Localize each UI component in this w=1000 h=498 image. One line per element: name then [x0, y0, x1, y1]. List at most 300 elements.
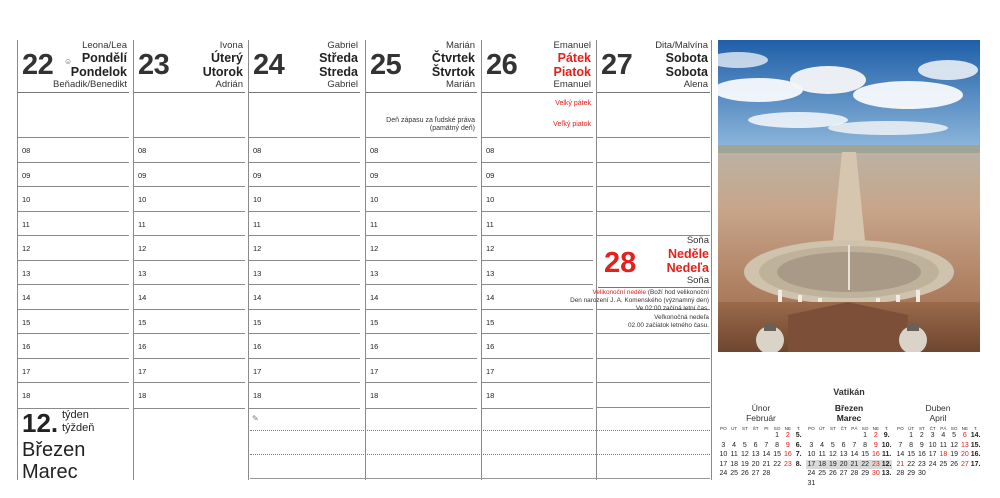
hour-slot[interactable] — [249, 333, 360, 359]
day-cell: 12 — [740, 451, 749, 458]
hour-label: 18 — [138, 391, 147, 400]
note-line — [250, 430, 710, 431]
hour-slot[interactable] — [18, 235, 129, 261]
hour-label: 11 — [22, 219, 30, 229]
week-number: 13. — [881, 470, 892, 477]
day-cell: 22 — [861, 460, 870, 468]
hour-slot[interactable] — [134, 309, 245, 335]
day-header — [18, 40, 129, 92]
holiday-note: Veľkonočná nedeľa — [654, 314, 709, 321]
mini-calendar-week — [718, 460, 804, 470]
hour-label: 10 — [22, 195, 31, 204]
note-area[interactable] — [366, 92, 477, 138]
holiday-note: Velký pátek — [555, 100, 591, 107]
day-cell — [895, 431, 906, 441]
day-cell: 13 — [839, 451, 848, 458]
day-cell: 15 — [907, 451, 916, 458]
note-area[interactable] — [597, 92, 710, 138]
hour-label: 15 — [486, 317, 495, 327]
day-cell: 3 — [809, 441, 814, 449]
mini-calendar-week — [718, 431, 804, 441]
day-cell — [729, 431, 740, 441]
mini-calendar-week — [806, 460, 892, 470]
hour-slot[interactable] — [482, 162, 593, 188]
writing-line[interactable] — [597, 382, 710, 408]
photo-caption: Vatikán — [833, 387, 865, 397]
day-number: 22 — [22, 49, 54, 81]
hour-slot[interactable] — [249, 358, 360, 384]
week-number: 8. — [795, 460, 802, 468]
day-cell: 1 — [863, 432, 868, 439]
day-cell: 24 — [928, 460, 937, 468]
weekday-cz: Pátek — [557, 51, 591, 65]
week-word-sk: týždeň — [62, 422, 95, 434]
hour-slot[interactable] — [134, 333, 245, 359]
nameday-sk: Alena — [683, 79, 708, 90]
mini-calendar-days — [806, 431, 892, 488]
day-cell: 16 — [871, 451, 880, 458]
hour-label: 08 — [370, 146, 379, 155]
day-cell — [817, 431, 828, 441]
day-cell: 20 — [751, 460, 760, 468]
hour-label: 17 — [22, 366, 31, 376]
day-cell — [949, 469, 960, 479]
weekday-sk: Sobota — [665, 65, 708, 79]
week-label — [18, 404, 246, 483]
week-word-cz: týden — [62, 409, 89, 421]
day-cell: 16 — [917, 451, 926, 458]
hour-label: 11 — [486, 219, 494, 229]
day-cell: 2 — [785, 432, 790, 439]
note-area[interactable] — [249, 92, 360, 138]
holiday-note — [592, 289, 709, 297]
day-number: 23 — [138, 49, 170, 81]
holiday-note: Veľký piatok — [553, 121, 591, 128]
mini-calendar-days — [895, 431, 981, 479]
writing-line[interactable] — [597, 186, 710, 212]
hour-slot[interactable] — [482, 186, 593, 212]
day-header — [366, 40, 477, 92]
mini-calendar-april — [895, 404, 981, 479]
day-cell — [783, 469, 794, 479]
hour-label: 10 — [253, 195, 262, 204]
nameday-cz: Gabriel — [327, 40, 358, 51]
mini-calendar-week — [718, 441, 804, 451]
weekday-abbr: NE — [784, 426, 792, 431]
hour-slot[interactable] — [366, 358, 477, 384]
day-cell: 8 — [909, 441, 914, 449]
hour-label: 18 — [370, 391, 379, 400]
hour-label: 15 — [138, 317, 147, 327]
hour-slot[interactable] — [482, 333, 593, 359]
day-cell: 11 — [818, 451, 826, 458]
weekday-abbr: ŠT — [752, 426, 759, 431]
day-cell: 1 — [775, 432, 780, 439]
day-cell: 26 — [740, 470, 749, 477]
month-name-cz: Březen — [22, 439, 86, 461]
hour-slot[interactable] — [249, 284, 360, 310]
writing-line[interactable] — [597, 137, 710, 163]
writing-line[interactable] — [597, 333, 710, 359]
vatican-photo — [718, 40, 980, 352]
week-number: 5. — [795, 432, 802, 439]
weekday-abbr: PI — [764, 426, 769, 431]
day-cell — [838, 479, 849, 489]
weekday-abbr: NE — [961, 426, 969, 431]
hour-slot[interactable] — [134, 211, 245, 237]
hour-label: 09 — [138, 170, 147, 180]
day-cell: 23 — [917, 460, 926, 468]
day-cell: 6 — [753, 441, 758, 449]
holiday-note: Deň zápasu za ľudské práva — [386, 117, 475, 124]
day-number: 28 — [604, 247, 637, 279]
mini-calendar-week — [806, 450, 892, 460]
weekday-sk: Piatok — [553, 65, 591, 79]
hour-label: 12 — [22, 244, 31, 253]
hour-slot[interactable] — [482, 382, 593, 409]
hour-label: 18 — [253, 391, 262, 400]
weekday-abbr: ST — [741, 426, 748, 431]
hour-label: 13 — [486, 268, 495, 278]
pencil-icon: ✎ — [252, 414, 259, 423]
day-cell: 25 — [818, 470, 827, 477]
day-column-thursday — [366, 40, 477, 404]
day-cell — [960, 469, 971, 479]
weekday-abbr: SO — [861, 426, 869, 431]
note-area[interactable] — [134, 92, 245, 138]
hour-slot[interactable] — [366, 137, 477, 163]
hour-label: 17 — [138, 366, 147, 376]
day-cell: 8 — [863, 441, 868, 449]
hour-slot[interactable] — [366, 186, 477, 212]
day-cell: 3 — [930, 432, 935, 439]
hour-slot[interactable] — [366, 260, 477, 286]
day-cell: 10 — [807, 451, 816, 458]
hour-label: 13 — [138, 268, 147, 278]
hour-slot[interactable] — [134, 260, 245, 286]
mini-calendar-days — [718, 431, 804, 479]
hour-slot[interactable] — [482, 260, 593, 286]
day-cell: 10 — [928, 441, 937, 449]
hour-slot[interactable] — [366, 333, 477, 359]
day-cell: 23 — [783, 460, 792, 468]
moon-phase-icon: ☺ — [64, 57, 73, 66]
note-line — [250, 454, 710, 455]
day-cell: 11 — [939, 441, 948, 449]
day-cell: 22 — [773, 460, 782, 468]
day-cell — [718, 431, 729, 441]
hour-label: 14 — [138, 293, 147, 302]
hour-label: 08 — [253, 146, 262, 155]
day-cell — [761, 431, 772, 441]
hour-slot[interactable] — [249, 137, 360, 163]
note-line — [250, 478, 710, 479]
mini-calendar-week — [806, 431, 892, 441]
holiday-note: Den narození J. A. Komenského (významný den) — [570, 297, 709, 304]
hour-label: 16 — [370, 342, 379, 351]
mini-calendar-week — [718, 450, 804, 460]
hour-slot[interactable] — [18, 186, 129, 212]
holiday-note-black: (Boží hod velikonoční — [646, 289, 709, 296]
nameday-sk: Soňa — [686, 275, 709, 286]
day-cell: 4 — [820, 441, 825, 449]
day-cell: 21 — [850, 460, 859, 468]
hour-slot[interactable] — [249, 260, 360, 286]
hour-label: 11 — [138, 219, 146, 229]
hour-label: 12 — [370, 244, 379, 253]
hour-slot[interactable] — [18, 260, 129, 286]
day-cell: 28 — [896, 470, 905, 477]
day-cell: 21 — [896, 460, 905, 468]
weekday-abbr: ÚT — [819, 426, 826, 431]
day-cell — [772, 469, 783, 479]
hour-label: 14 — [22, 293, 31, 302]
day-column-monday — [18, 40, 129, 404]
day-cell: 13 — [960, 441, 969, 449]
weekday-cz: Čtvrtek — [431, 51, 475, 65]
nameday-sk: Gabriel — [327, 79, 358, 90]
week-number: 12. — [22, 408, 59, 438]
weekday-abbr: PO — [720, 426, 727, 431]
holiday-note: 02.00 začiatok letného času. — [627, 322, 709, 329]
day-column-wednesday — [249, 40, 360, 404]
hour-label: 14 — [370, 293, 379, 302]
hour-slot[interactable] — [249, 235, 360, 261]
day-cell: 19 — [740, 460, 749, 468]
mini-calendar-week — [718, 469, 804, 479]
hour-slot[interactable] — [18, 333, 129, 359]
hour-label: 16 — [22, 342, 31, 351]
hour-slot[interactable] — [249, 382, 360, 409]
hour-label: 15 — [370, 317, 379, 327]
hour-label: 10 — [138, 195, 147, 204]
day-cell: 21 — [762, 460, 771, 468]
divider — [598, 287, 711, 288]
day-cell: 14 — [762, 451, 771, 458]
day-cell: 16 — [783, 451, 792, 458]
hour-label: 13 — [370, 268, 379, 278]
day-number: 24 — [253, 49, 285, 81]
weekday-abbr: T. — [796, 426, 801, 431]
hour-slot[interactable] — [366, 382, 477, 409]
week-number: 17. — [970, 460, 981, 468]
week-number: 7. — [795, 451, 802, 458]
nameday-sk: Adrián — [215, 79, 243, 90]
hour-slot[interactable] — [134, 162, 245, 188]
mini-calendar-week — [895, 460, 981, 470]
day-cell: 27 — [839, 470, 848, 477]
hour-slot[interactable] — [482, 358, 593, 384]
hour-label: 10 — [486, 195, 495, 204]
day-number: 27 — [601, 49, 633, 81]
holiday-note: Ve 02:00 začíná letní čas. — [635, 305, 709, 312]
hour-label: 16 — [486, 342, 495, 351]
week-number: 16. — [970, 451, 981, 458]
hour-slot[interactable] — [134, 186, 245, 212]
mini-calendar-march — [806, 404, 892, 488]
hour-slot[interactable] — [18, 162, 129, 188]
hour-label: 15 — [253, 317, 262, 327]
hour-slot[interactable] — [134, 284, 245, 310]
hour-label: 18 — [486, 391, 495, 400]
note-area[interactable] — [18, 92, 129, 138]
day-cell: 6 — [962, 432, 967, 439]
week-number: 9. — [883, 432, 890, 439]
day-cell — [838, 431, 849, 441]
week-number — [881, 479, 892, 489]
week-number — [970, 469, 981, 479]
day-cell — [750, 431, 761, 441]
hour-label: 16 — [253, 342, 262, 351]
weekday-abbr: PÁ — [851, 426, 858, 431]
day-cell: 7 — [852, 441, 857, 449]
month-name-sk: Marec — [22, 461, 78, 483]
hour-slot[interactable] — [249, 162, 360, 188]
holiday-note: (pamätný deň) — [429, 125, 475, 132]
mini-calendar-title-cz: Duben — [925, 403, 951, 413]
mini-calendar-february — [718, 404, 804, 479]
day-cell — [828, 431, 839, 441]
hour-label: 09 — [253, 170, 262, 180]
day-cell — [927, 469, 938, 479]
weekday-abbr: T. — [884, 426, 889, 431]
hour-slot[interactable] — [366, 309, 477, 335]
day-cell: 31 — [807, 479, 816, 487]
mini-calendar-week — [895, 431, 981, 441]
column-separator — [711, 40, 712, 480]
day-cell: 8 — [775, 441, 780, 449]
hour-slot[interactable] — [482, 211, 593, 237]
mini-calendar-week — [895, 450, 981, 460]
day-cell: 29 — [861, 470, 870, 477]
day-cell — [849, 431, 860, 441]
day-cell: 18 — [818, 460, 827, 468]
day-cell: 15 — [861, 451, 870, 458]
hour-label: 09 — [22, 170, 31, 180]
day-cell: 19 — [950, 451, 959, 458]
weekday-sk: Pondelok — [70, 65, 127, 79]
day-cell — [849, 479, 860, 489]
day-cell: 30 — [917, 470, 926, 477]
day-cell: 3 — [721, 441, 726, 449]
weekday-abbr: SO — [773, 426, 781, 431]
hour-slot[interactable] — [18, 137, 129, 163]
day-cell: 13 — [751, 451, 760, 458]
hour-slot[interactable] — [366, 284, 477, 310]
hour-slot[interactable] — [366, 235, 477, 261]
day-cell: 9 — [919, 441, 924, 449]
hour-label: 09 — [370, 170, 379, 180]
note-area[interactable] — [482, 92, 593, 138]
hour-label: 15 — [22, 317, 31, 327]
weekday-abbr: ST — [918, 426, 925, 431]
hour-slot[interactable] — [249, 186, 360, 212]
day-cell: 28 — [850, 470, 859, 477]
week-number: 15. — [970, 441, 981, 449]
hour-slot[interactable] — [482, 309, 593, 335]
hour-slot[interactable] — [482, 235, 593, 261]
weekday-abbr: UT — [731, 426, 738, 431]
day-cell: 7 — [764, 441, 769, 449]
hour-slot[interactable] — [134, 358, 245, 384]
writing-line[interactable] — [597, 211, 710, 237]
weekday-abbr: SO — [950, 426, 958, 431]
hour-label: 12 — [138, 244, 147, 253]
weekly-notes-area[interactable] — [250, 412, 710, 480]
week-number: 6. — [795, 441, 802, 449]
weekday-sk: Streda — [319, 65, 358, 79]
day-cell — [817, 479, 828, 489]
day-cell: 12 — [950, 441, 959, 449]
writing-line[interactable] — [597, 162, 710, 188]
mini-calendar-week — [806, 441, 892, 451]
hour-slot[interactable] — [18, 358, 129, 384]
day-cell: 20 — [960, 451, 969, 458]
hour-slot[interactable] — [134, 235, 245, 261]
weekday-abbr: ČT — [929, 426, 936, 431]
week-number: 11. — [881, 451, 892, 458]
weekday-abbr: ČT — [840, 426, 847, 431]
hour-label: 18 — [22, 391, 31, 400]
hour-label: 11 — [253, 219, 261, 229]
hour-slot[interactable] — [482, 137, 593, 163]
hour-label: 08 — [138, 146, 147, 155]
day-cell: 20 — [839, 460, 848, 468]
hour-slot[interactable] — [249, 211, 360, 237]
mini-calendar-title-sk: Február — [746, 412, 776, 423]
day-cell: 25 — [939, 460, 948, 468]
day-cell: 4 — [732, 441, 737, 449]
hour-label: 09 — [486, 170, 495, 180]
hour-slot[interactable] — [249, 309, 360, 335]
day-cell: 5 — [742, 441, 747, 449]
hour-slot[interactable] — [18, 284, 129, 310]
weekday-cz: Středa — [319, 51, 358, 65]
hour-slot[interactable] — [366, 211, 477, 237]
week-number: 14. — [970, 432, 981, 439]
day-cell: 9 — [873, 441, 878, 449]
writing-line[interactable] — [597, 358, 710, 384]
nameday-cz: Soňa — [686, 235, 709, 246]
day-cell — [860, 479, 871, 489]
mini-calendar-week — [806, 469, 892, 479]
week-number — [793, 469, 804, 479]
hour-slot[interactable] — [134, 137, 245, 163]
hour-label: 12 — [253, 244, 262, 253]
hour-label: 13 — [22, 268, 31, 278]
weekday-cz: Pondělí — [81, 51, 127, 65]
day-cell: 12 — [828, 451, 837, 458]
weekday-sk: Nedeľa — [666, 261, 709, 275]
day-cell: 14 — [850, 451, 859, 458]
sunday-block — [570, 235, 711, 331]
hour-slot[interactable] — [18, 309, 129, 335]
nameday-sk: Marián — [445, 79, 475, 90]
day-cell: 5 — [952, 432, 957, 439]
day-cell: 14 — [896, 451, 905, 458]
hour-slot[interactable] — [366, 162, 477, 188]
day-cell: 17 — [928, 451, 937, 458]
day-number: 25 — [370, 49, 402, 81]
weekday-cz: Neděle — [668, 247, 709, 261]
nameday-cz: Dita/Malvína — [655, 40, 708, 51]
hour-label: 14 — [253, 293, 262, 302]
day-cell: 2 — [873, 432, 878, 439]
hour-slot[interactable] — [18, 211, 129, 237]
nameday-cz: Ivona — [219, 40, 243, 51]
day-cell: 25 — [730, 470, 739, 477]
weekday-sk: Utorok — [202, 65, 243, 79]
